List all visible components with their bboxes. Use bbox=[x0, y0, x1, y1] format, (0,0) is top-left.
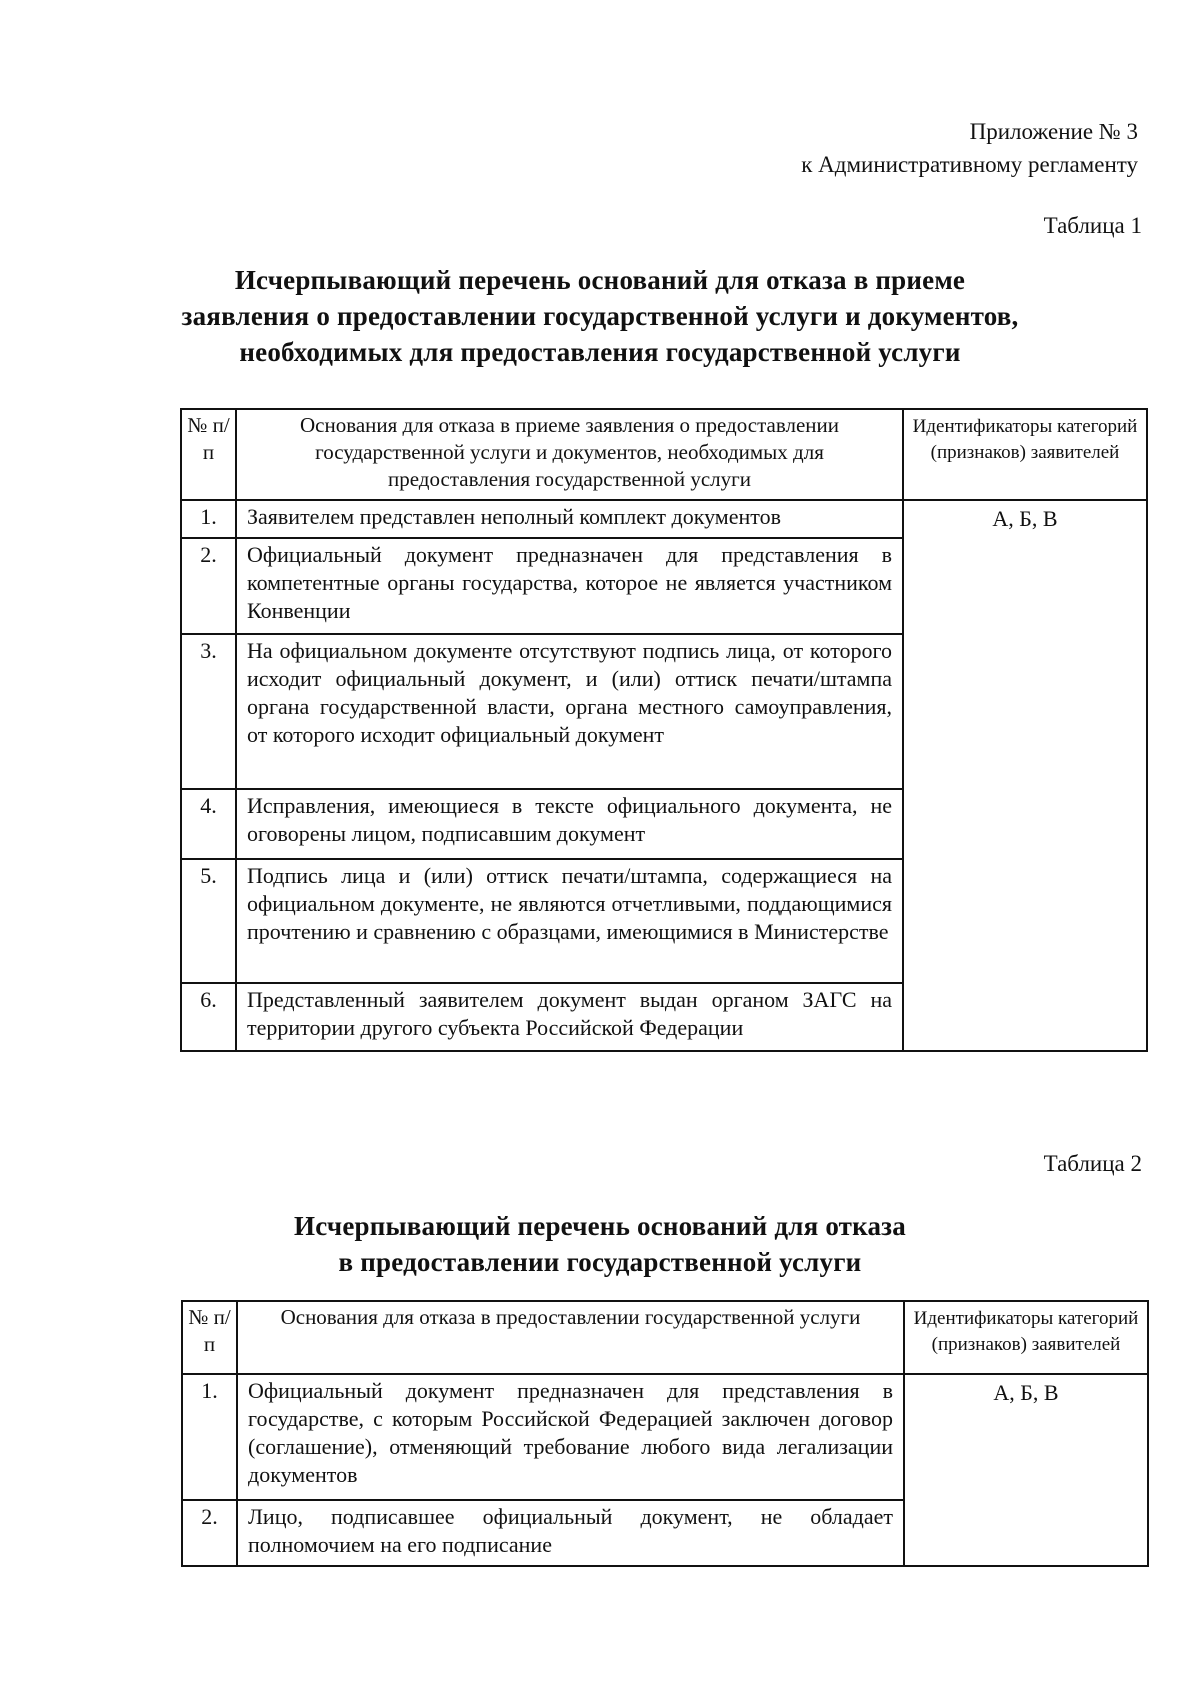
table2 bbox=[181, 1300, 1149, 1567]
row-num: 1. bbox=[182, 1374, 237, 1500]
row-num: 2. bbox=[182, 1500, 237, 1566]
table2-title bbox=[150, 1208, 1050, 1280]
ids-value: А, Б, В bbox=[903, 500, 1147, 1051]
header-reason: Основания для отказа в предоставлении государственной услуги bbox=[237, 1301, 904, 1374]
annex-reference bbox=[578, 115, 1138, 181]
table2-header-row bbox=[182, 1301, 1148, 1374]
annex-regulation: к Административному регламенту bbox=[801, 152, 1138, 177]
annex-number: Приложение № 3 bbox=[969, 119, 1138, 144]
header-ids: Идентификаторы категорий (признаков) заявителей bbox=[903, 409, 1147, 500]
row-num: 4. bbox=[181, 789, 236, 859]
table1-label: Таблица 1 bbox=[1043, 213, 1142, 238]
table1 bbox=[180, 408, 1148, 1052]
header-reason: Основания для отказа в приеме заявления о предоставлении государственной услуги и документов, необходимых для предоставления государственной услуги bbox=[236, 409, 903, 500]
row-text: Исправления, имеющиеся в тексте официального документа, не оговорены лицом, подписавшим документ bbox=[236, 789, 903, 859]
table-row bbox=[182, 1374, 1148, 1500]
table1-title-line: необходимых для предоставления государственной услуги bbox=[239, 337, 961, 367]
row-num: 6. bbox=[181, 983, 236, 1051]
table2-label: Таблица 2 bbox=[1043, 1151, 1142, 1176]
row-text: Официальный документ предназначен для представления в компетентные органы государства, которое не является участником Конвенции bbox=[236, 538, 903, 634]
row-num: 3. bbox=[181, 634, 236, 789]
table1-title-line: Исчерпывающий перечень оснований для отказа в приеме bbox=[234, 265, 966, 295]
table2-title-line: в предоставлении государственной услуги bbox=[338, 1247, 862, 1277]
row-num: 2. bbox=[181, 538, 236, 634]
row-num: 1. bbox=[181, 500, 236, 538]
header-num: № п/п bbox=[182, 1301, 237, 1374]
header-ids: Идентификаторы категорий (признаков) заявителей bbox=[904, 1301, 1148, 1374]
header-num: № п/п bbox=[181, 409, 236, 500]
table-row bbox=[181, 500, 1147, 538]
row-text: Представленный заявителем документ выдан органом ЗАГС на территории другого субъекта Российской Федерации bbox=[236, 983, 903, 1051]
row-text: Лицо, подписавшее официальный документ, не обладает полномочием на его подписание bbox=[237, 1500, 904, 1566]
table2-title-line: Исчерпывающий перечень оснований для отказа bbox=[294, 1211, 906, 1241]
table1-title bbox=[150, 262, 1050, 370]
row-num: 5. bbox=[181, 859, 236, 983]
row-text: Заявителем представлен неполный комплект документов bbox=[236, 500, 903, 538]
table1-title-line: заявления о предоставлении государственной услуги и документов, bbox=[181, 301, 1019, 331]
table1-header-row bbox=[181, 409, 1147, 500]
ids-value: А, Б, В bbox=[904, 1374, 1148, 1566]
row-text: На официальном документе отсутствуют подпись лица, от которого исходит официальный документ, и (или) оттиск печати/штампа органа государственной власти, органа местного самоуправления, от которого исходит официальный документ bbox=[236, 634, 903, 789]
row-text: Подпись лица и (или) оттиск печати/штампа, содержащиеся на официальном документе, не являются отчетливыми, поддающимися прочтению и сравнению с образцами, имеющимися в Министерстве bbox=[236, 859, 903, 983]
row-text: Официальный документ предназначен для представления в государстве, с которым Российской Федерацией заключен договор (соглашение), отменяющий требование любого вида легализации документов bbox=[237, 1374, 904, 1500]
